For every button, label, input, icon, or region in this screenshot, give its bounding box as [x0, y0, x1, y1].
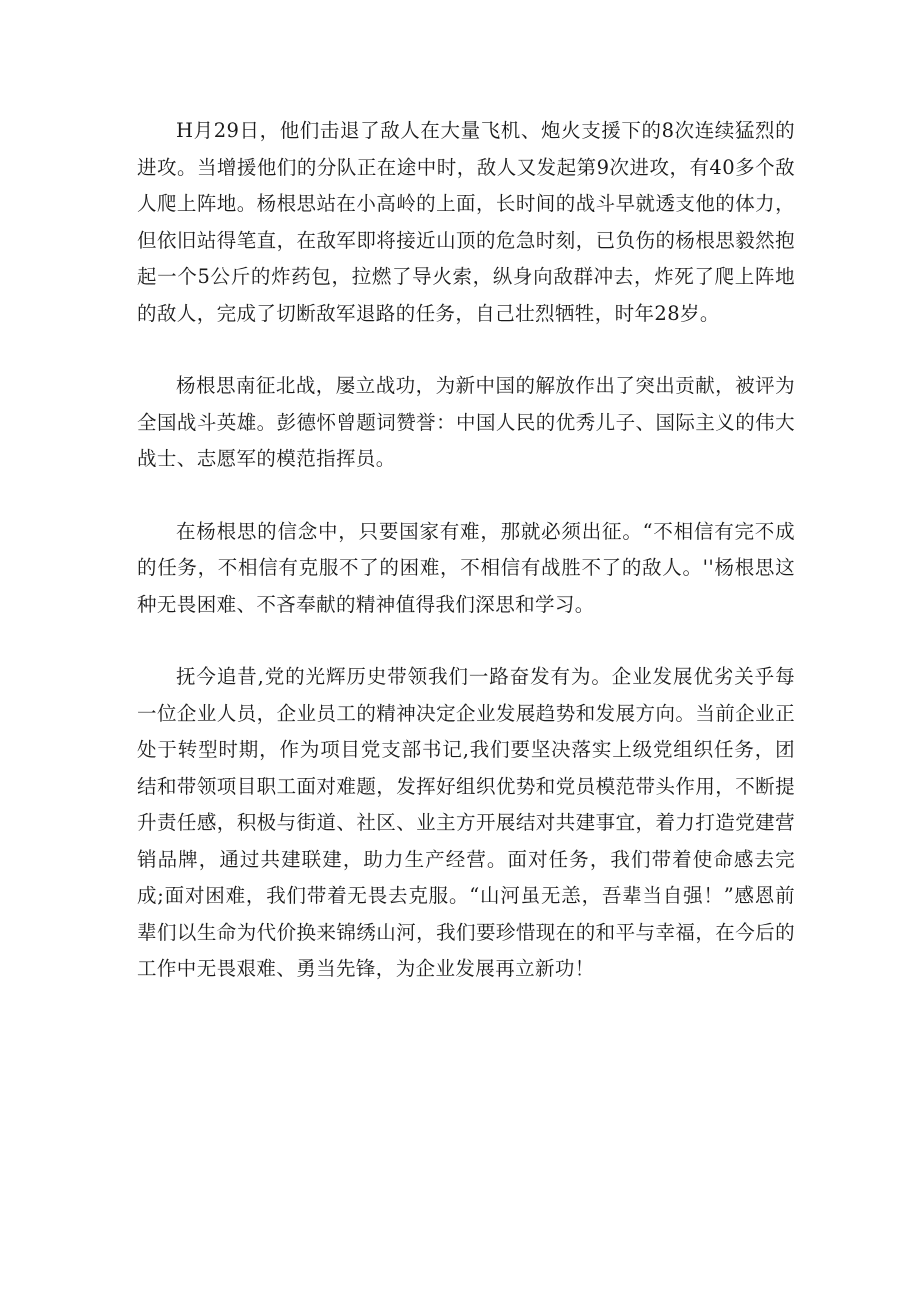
paragraph-battle-account: H月29日，他们击退了敌人在大量飞机、炮火支援下的8次连续猛烈的进攻。当增援他们的分队正在途中时，敌人又发起第9次进攻，有40多个敌人爬上阵地。杨根思站在小高岭的上面，长时间的战斗早就透支他的体力，但依旧站得笔直，在敌军即将接近山顶的危急时刻，已负伤的杨根思毅然抱起一个5公斤的炸药包，拉燃了导火索，纵身向敌群冲去，炸死了爬上阵地的敌人，完成了切断敌军退路的任务，自己壮烈牺牲，时年28岁。 [137, 119, 795, 325]
paragraph-hero-honor: 杨根思南征北战，屡立战功，为新中国的解放作出了突出贡献，被评为全国战斗英雄。彭德怀曾题词赞誉：中国人民的优秀儿子、国际主义的伟大战士、志愿军的模范指挥员。 [137, 374, 795, 470]
document-body [137, 113, 795, 1024]
paragraph-belief: 在杨根思的信念中，只要国家有难，那就必须出征。“不相信有完不成的任务，不相信有克服不了的困难，不相信有战胜不了的敌人。''杨根思这种无畏困难、不吝奉献的精神值得我们深思和学习。 [137, 519, 795, 616]
paragraph-reflection: 抚今追昔,党的光辉历史带领我们一路奋发有为。企业发展优劣关乎每一位企业人员，企业员工的精神决定企业发展趋势和发展方向。当前企业正处于转型时期，作为项目党支部书记,我们要坚决落实上级党组织任务，团结和带领项目职工面对难题，发挥好组织优势和党员模范带头作用，不断提升责任感，积极与街道、社区、业主方开展结对共建事宜，着力打造党建营销品牌，通过共建联建，助力生产经营。面对任务，我们带着使命感去完成;面对困难，我们带着无畏去克服。“山河虽无恙，吾辈当自强！”感恩前辈们以生命为代价换来锦绣山河，我们要珍惜现在的和平与幸福，在今后的工作中无畏艰难、勇当先锋，为企业发展再立新功！ [137, 665, 795, 980]
